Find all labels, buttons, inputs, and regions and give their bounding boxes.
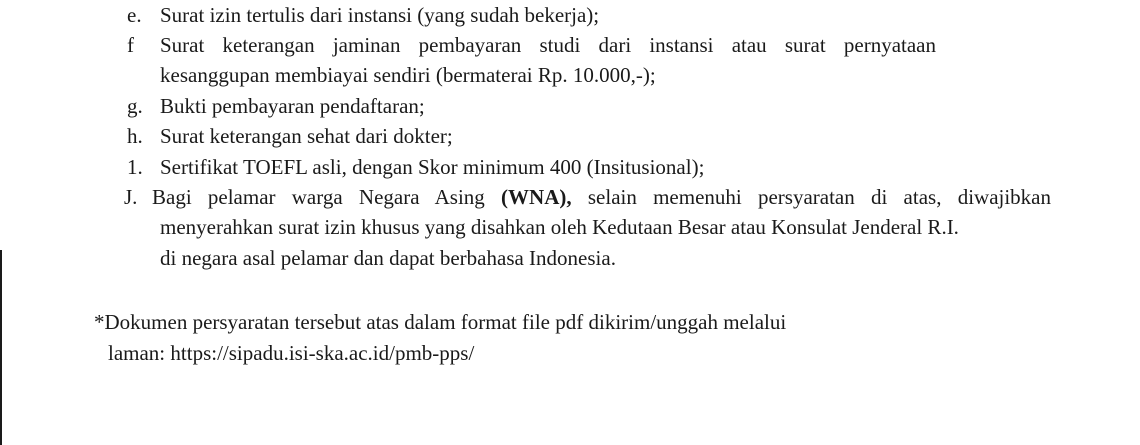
- list-item-g-text: Bukti pembayaran pendaftaran;: [160, 94, 425, 118]
- wna-bold-text: (WNA),: [501, 185, 572, 209]
- note-line2: laman: https://sipadu.isi-ska.ac.id/pmb-pps/: [108, 341, 475, 365]
- list-marker-g: g.: [127, 94, 143, 118]
- list-item-h-text: Surat keterangan sehat dari dokter;: [160, 124, 453, 148]
- list-item-f-text-line1: Surat keterangan jaminan pembayaran studi dari instansi atau surat pernyataan: [160, 33, 936, 57]
- list-item-j-text-line2: menyerahkan surat izin khusus yang disahkan oleh Kedutaan Besar atau Konsulat Jenderal R.I.: [160, 215, 959, 239]
- left-border-line: [0, 250, 2, 445]
- list-item-j-text-part1: Bagi pelamar warga Negara Asing: [152, 185, 502, 209]
- list-item-f-text-line2: kesanggupan membiayai sendiri (bermaterai Rp. 10.000,-);: [160, 63, 656, 87]
- list-item-j-text-line3: di negara asal pelamar dan dapat berbahasa Indonesia.: [160, 246, 616, 270]
- list-item-e-text: Surat izin tertulis dari instansi (yang sudah bekerja);: [160, 3, 600, 27]
- list-item-i-text: Sertifikat TOEFL asli, dengan Skor minimum 400 (Insitusional);: [160, 155, 705, 179]
- list-marker-f: f: [127, 33, 134, 57]
- list-marker-i: 1.: [127, 155, 143, 179]
- list-marker-h: h.: [127, 124, 143, 148]
- list-item-j-text-line1: [152, 184, 1051, 210]
- note-line1: *Dokumen persyaratan tersebut atas dalam format file pdf dikirim/unggah melalui: [94, 310, 787, 334]
- list-marker-e: e.: [127, 3, 142, 27]
- list-item-j-text-part2: selain memenuhi persyaratan di atas, diwajibkan: [571, 185, 1052, 209]
- list-marker-j: J.: [124, 185, 138, 209]
